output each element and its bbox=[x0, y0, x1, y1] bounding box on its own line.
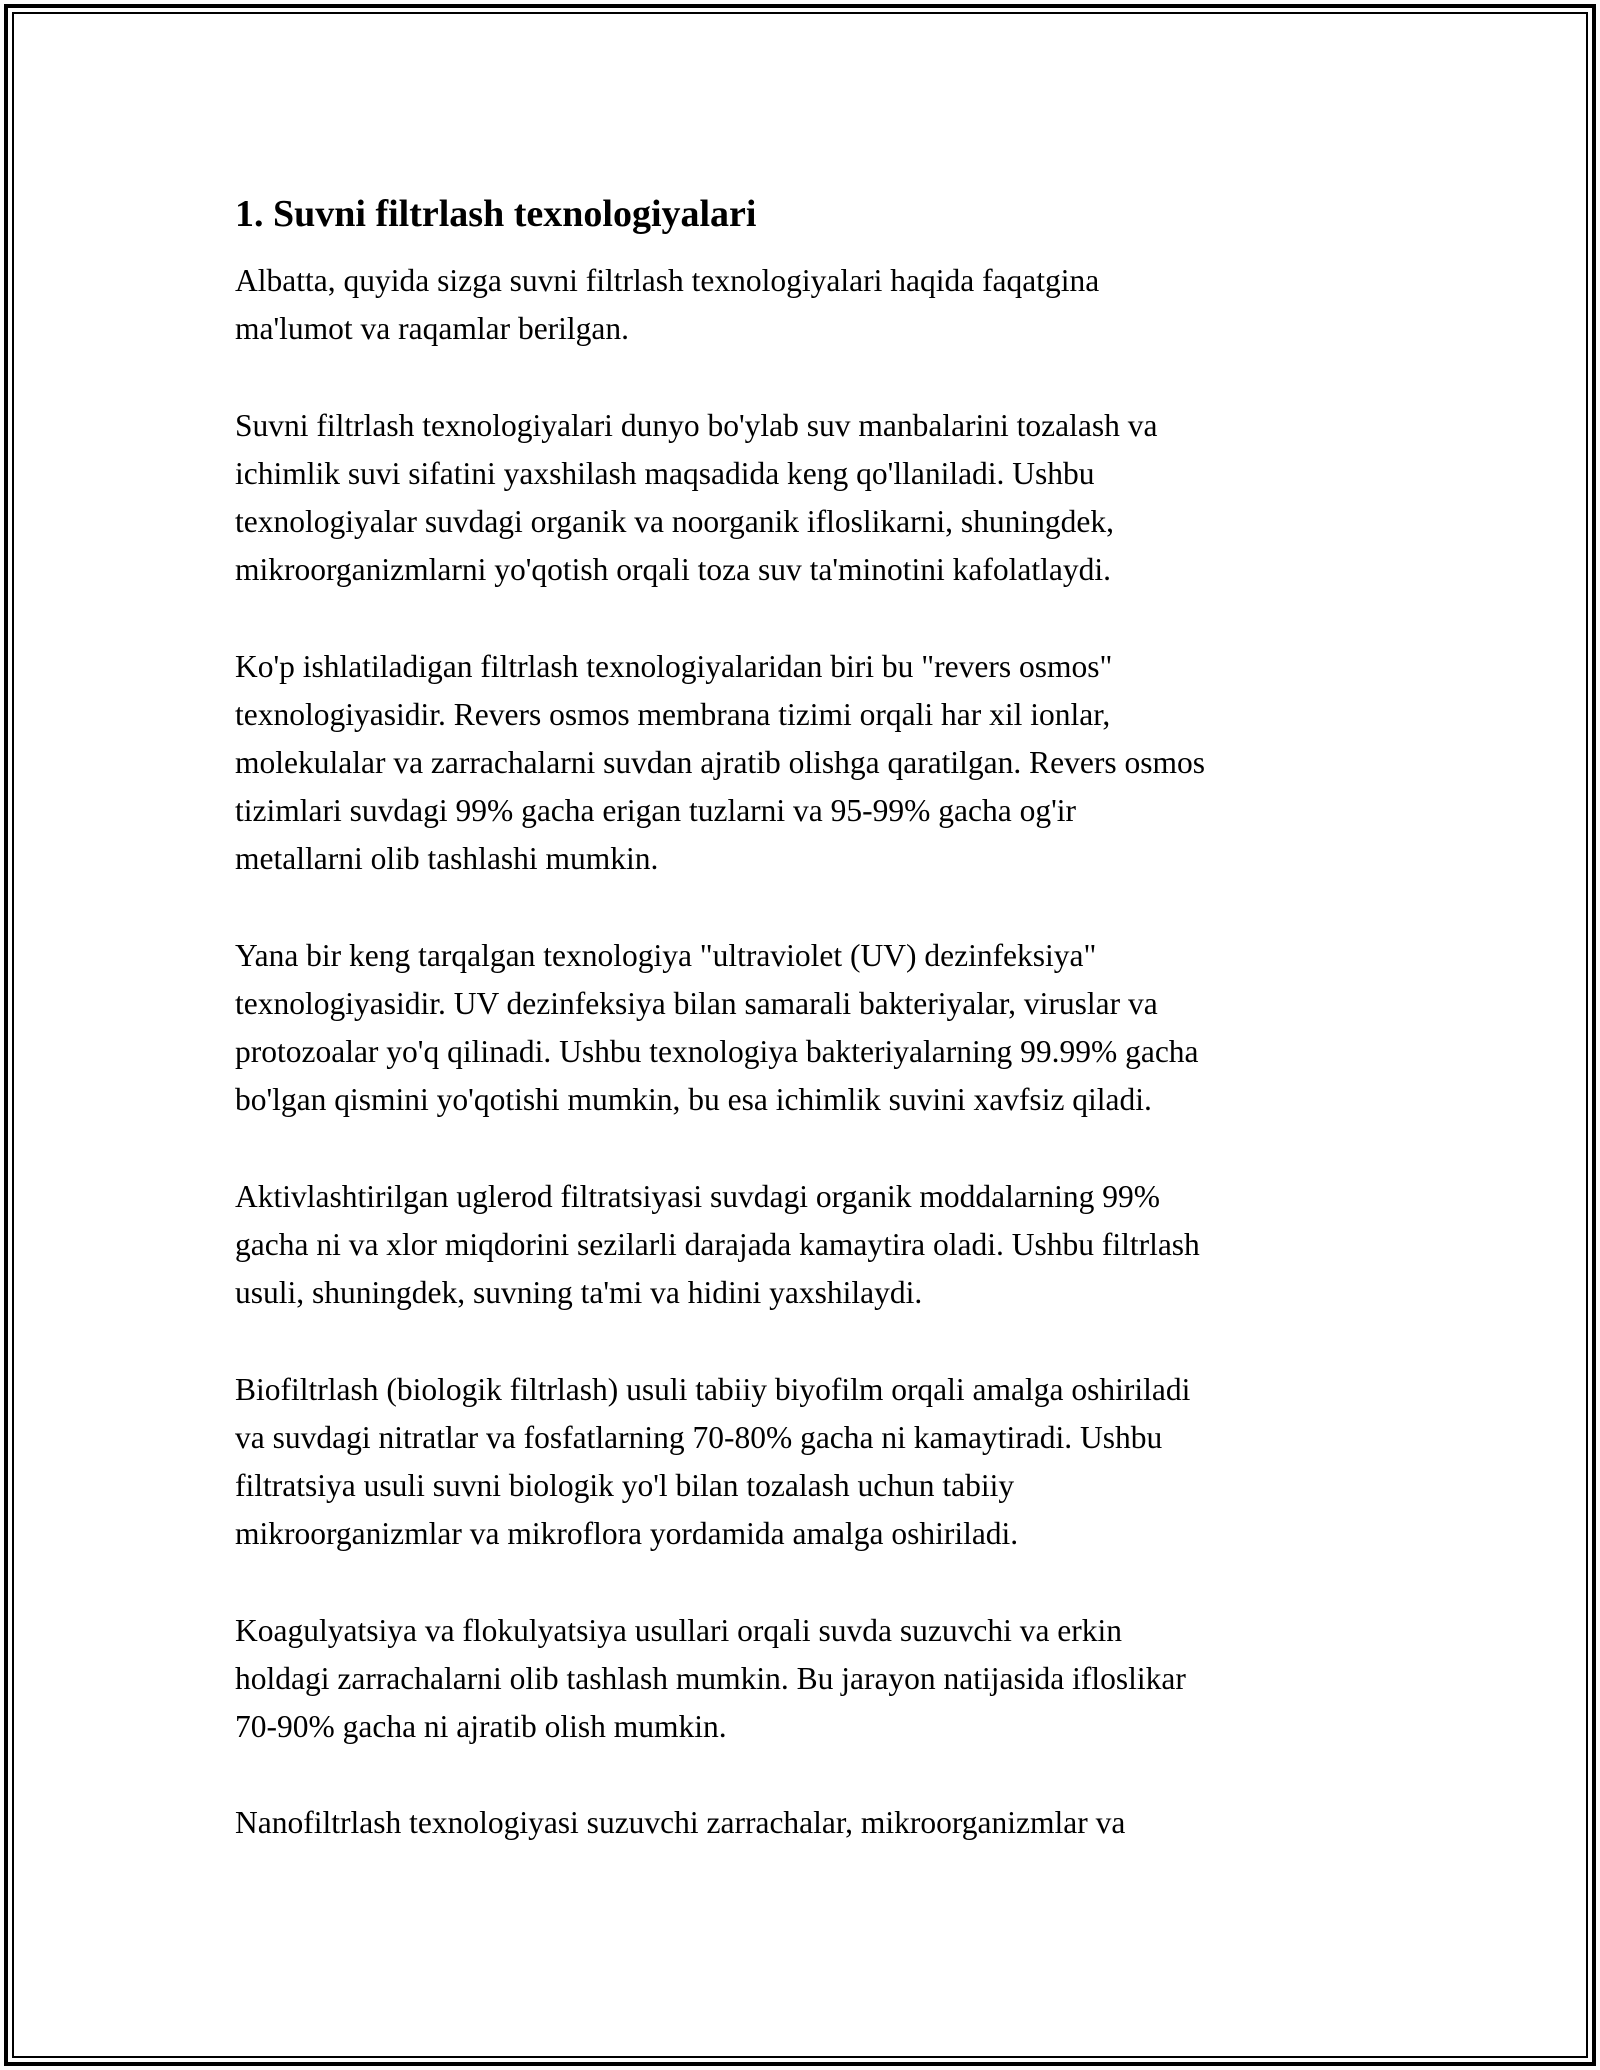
document-body bbox=[235, 188, 1370, 1896]
paragraph-overview: Suvni filtrlash texnologiyalari dunyo bo'ylab suv manbalarini tozalash va ichimlik suvi sifatini yaxshilash maqsadida keng qo'llaniladi. Ushbu texnologiyalar suvdagi organik va noorganik ifloslikarni, shuningdek, mikroorganizmlarni yo'qotish orqali toza suv ta'minotini kafolatlaydi. bbox=[235, 407, 1158, 588]
paragraph-intro: Albatta, quyida sizga suvni filtrlash texnologiyalari haqida faqatgina ma'lumot va raqamlar berilgan. bbox=[235, 263, 1100, 347]
paragraph-uv-disinfection: Yana bir keng tarqalgan texnologiya "ultraviolet (UV) dezinfeksiya" texnologiyasidir. UV dezinfeksiya bilan samarali bakteriyalar, viruslar va protozoalar yo'q qilinadi. Ushbu texnologiya bakteriyalarning 99.99% gacha bo'lgan qismini yo'qotishi mumkin, bu esa ichimlik suvini xavfsiz qiladi. bbox=[235, 937, 1199, 1118]
paragraph-activated-carbon: Aktivlashtirilgan uglerod filtratsiyasi suvdagi organik moddalarning 99% gacha ni va xlor miqdorini sezilarli darajada kamaytira oladi. Ushbu filtrlash usuli, shuningdek, suvning ta'mi va hidini yaxshilaydi. bbox=[235, 1178, 1200, 1311]
paragraph-biofiltration: Biofiltrlash (biologik filtrlash) usuli tabiiy biyofilm orqali amalga oshiriladi va suvdagi nitratlar va fosfatlarning 70-80% gacha ni kamaytiradi. Ushbu filtratsiya usuli suvni biologik yo'l bilan tozalash uchun tabiiy mikroorganizmlar va mikroflora yordamida amalga oshiriladi. bbox=[235, 1371, 1191, 1552]
paragraph-reverse-osmosis: Ko'p ishlatiladigan filtrlash texnologiyalaridan biri bu "revers osmos" texnologiyasidir. Revers osmos membrana tizimi orqali har xil ionlar, molekulalar va zarrachalarni suvdan ajratib olishga qaratilgan. Revers osmos tizimlari suvdagi 99% gacha erigan tuzlarni va 95-99% gacha og'ir metallarni olib tashlashi mumkin. bbox=[235, 648, 1206, 877]
paragraph-coagulation: Koagulyatsiya va flokulyatsiya usullari orqali suvda suzuvchi va erkin holdagi zarrachalarni olib tashlash mumkin. Bu jarayon natijasida ifloslikar 70-90% gacha ni ajratib olish mumkin. bbox=[235, 1612, 1186, 1744]
document-title: 1. Suvni filtrlash texnologiyalari bbox=[235, 193, 757, 235]
paragraph-nanofiltration: Nanofiltrlash texnologiyasi suzuvchi zarrachalar, mikroorganizmlar va bbox=[235, 1805, 1126, 1841]
